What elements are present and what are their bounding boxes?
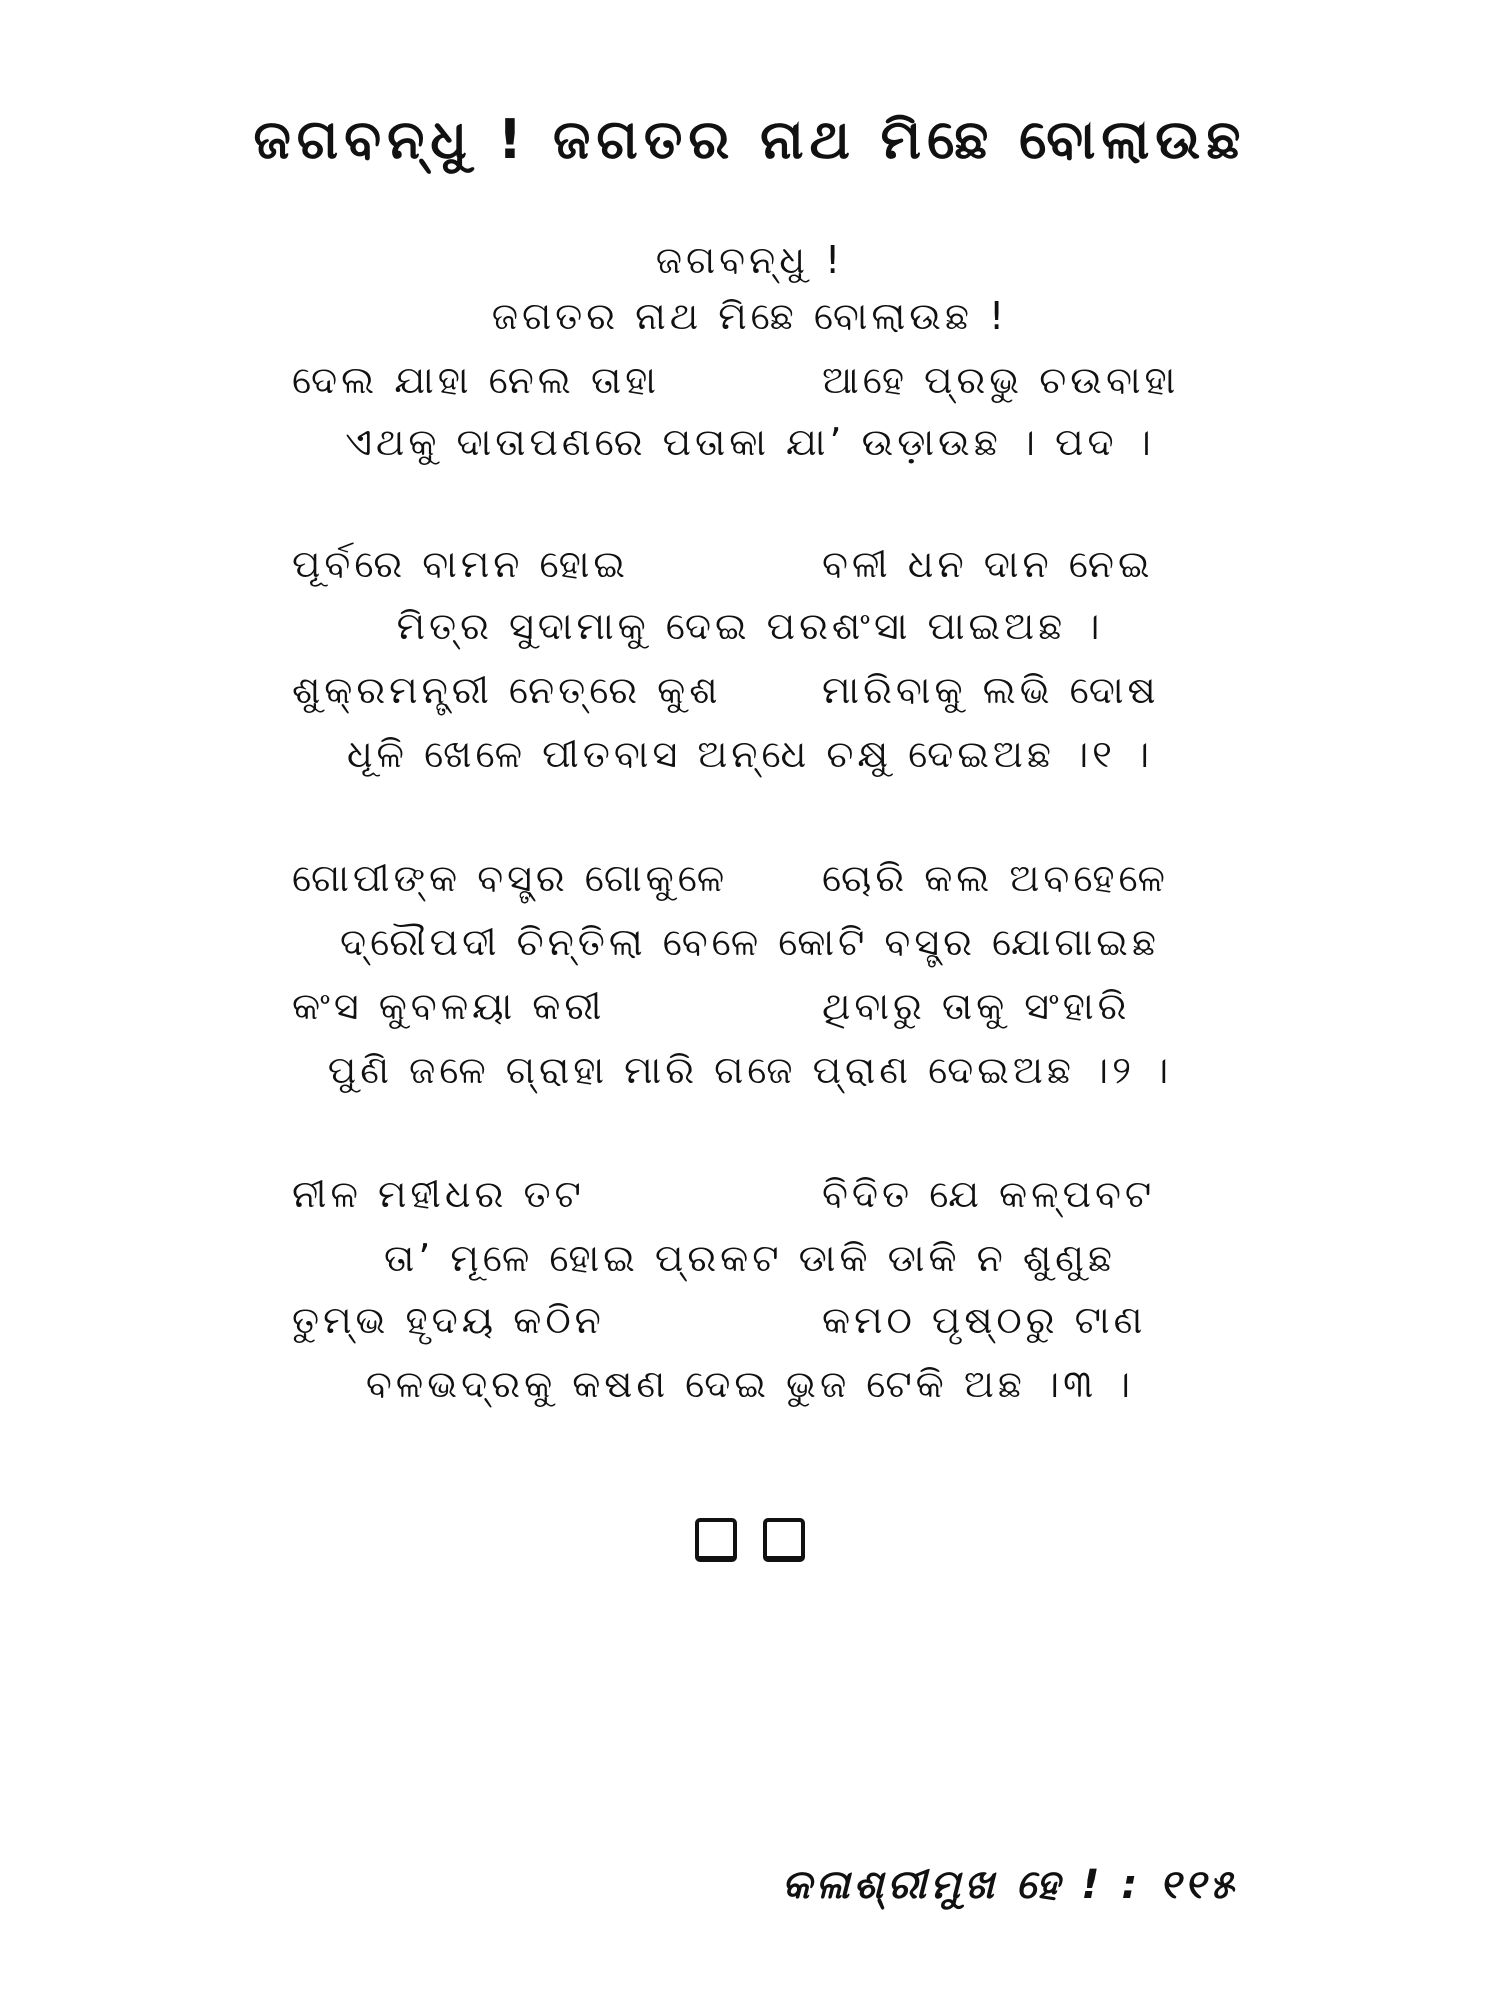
refrain-line-4: ଏଥକୁ ଦାତାପଣରେ ପତାକା ଯା’ ଉଡ଼ାଉଛ । ପଦ । — [345, 420, 1155, 464]
stanza-1-line-d: ଧୂଳି ଖେଳେ ପୀତବାସ ଅନ୍ଧେ ଚକ୍ଷୁ ଦେଇଅଛ ।୧ । — [346, 732, 1154, 776]
page-footer: କଳାଶ୍ରୀମୁଖ ହେ ! : ୧୧୫ — [781, 1862, 1238, 1908]
stanza-1-line-a-right: ବଳୀ ଧନ ଦାନ ନେଇ — [822, 542, 1154, 586]
stanza-2-line-b: ଦ୍ରୌପଦୀ ଚିନ୍ତିଲା ବେଳେ କୋଟି ବସ୍ତ୍ର ଯୋଗାଇଛ — [340, 920, 1160, 964]
stanza-2-line-d: ପୁଣି ଜଳେ ଗ୍ରାହା ମାରି ଗଜେ ପ୍ରାଣ ଦେଇଅଛ ।୨ । — [327, 1048, 1173, 1092]
stanza-3-line-b: ତା’ ମୂଳେ ହୋଇ ପ୍ରକଟ ଡାକି ଡାକି ନ ଶୁଣୁଛ — [384, 1236, 1116, 1280]
stanza-2-line-c-right: ଥିବାରୁ ତାକୁ ସଂହାରି — [822, 984, 1131, 1028]
stanza-2-line-a-right: ଚୋରି କଲ ଅବହେଳେ — [822, 856, 1169, 900]
stanza-2-line-c-left: କଂସ କୁବଳୟା କରୀ — [292, 984, 606, 1028]
stanza-1-line-b: ମିତ୍ର ସୁଦାମାକୁ ଦେଇ ପରଶଂସା ପାଇଅଛ । — [396, 604, 1104, 648]
square-box-icon — [695, 1518, 737, 1562]
stanza-1-line-c-right: ମାରିବାକୁ ଲଭି ଦୋଷ — [822, 668, 1160, 712]
stanza-3-line-c-right: କମଠ ପୃଷ୍ଠରୁ ଟାଣ — [822, 1298, 1147, 1342]
refrain-line-2: ଜଗତର ନାଥ ମିଛେ ବୋଲାଉଛ ! — [491, 294, 1009, 338]
refrain-line-3-right: ଆହେ ପ୍ରଭୁ ଚଉବାହା — [822, 358, 1180, 402]
stanza-1-line-c-left: ଶୁକ୍ରମନ୍ତ୍ରୀ ନେତ୍ରେ କୁଶ — [292, 668, 722, 712]
stanza-2-line-a-left: ଗୋପୀଙ୍କ ବସ୍ତ୍ର ଗୋକୁଳେ — [292, 856, 729, 900]
square-box-icon — [763, 1518, 805, 1562]
end-mark — [0, 1518, 1500, 1562]
stanza-3-line-a-right: ବିଦିତ ଯେ କଳ୍ପବଟ — [822, 1172, 1156, 1216]
refrain-line-3-left: ଦେଲ ଯାହା ନେଲ ତାହା — [292, 358, 660, 402]
stanza-3-line-d: ବଳଭଦ୍ରକୁ କଷଣ ଦେଇ ଭୁଜ ଟେକି ଅଛ ।୩ । — [365, 1362, 1135, 1406]
stanza-3-line-c-left: ତୁମ୍ଭ ହୃଦୟ କଠିନ — [292, 1298, 605, 1342]
stanza-1-line-a-left: ପୂର୍ବରେ ବାମନ ହୋଇ — [292, 542, 629, 586]
refrain-line-1: ଜଗବନ୍ଧୁ ! — [655, 238, 845, 282]
page-title: ଜଗବନ୍ଧୁ ! ଜଗତର ନାଥ ମିଛେ ବୋଲାଉଛ — [253, 108, 1247, 171]
stanza-3-line-a-left: ନୀଳ ମହୀଧର ତଟ — [292, 1172, 585, 1216]
